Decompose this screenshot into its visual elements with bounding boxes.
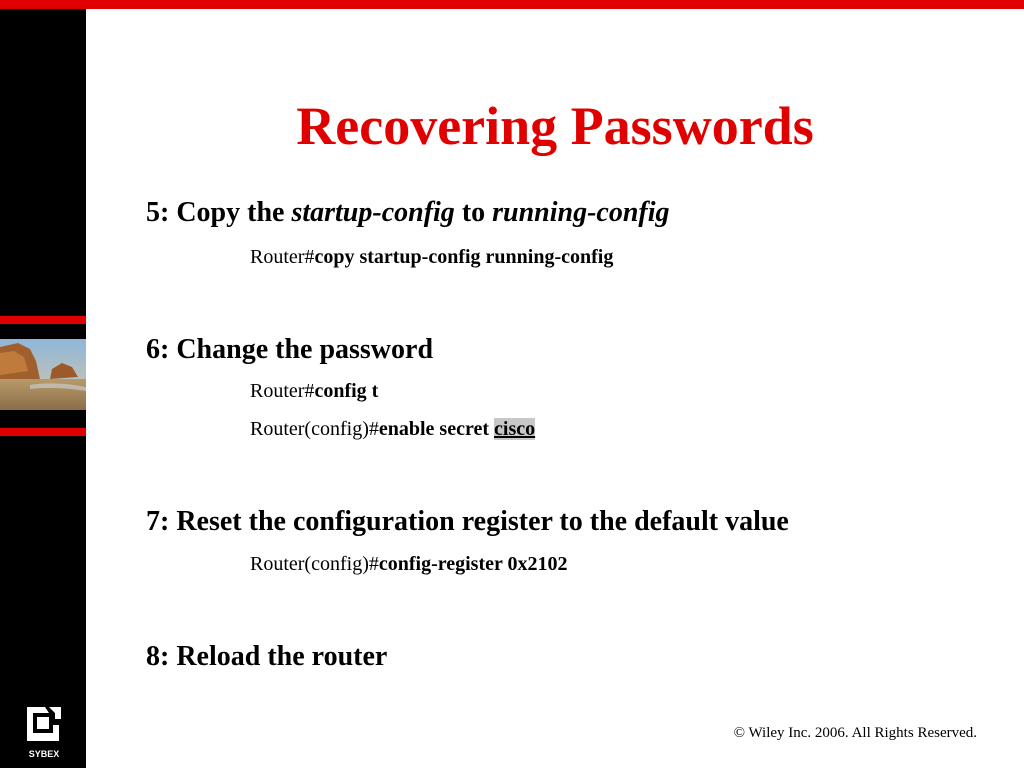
logo-text: SYBEX <box>28 749 60 759</box>
sidebar-stripe-top <box>0 316 86 324</box>
step-5-prefix: 5: Copy the <box>146 197 292 228</box>
slide-title: Recovering Passwords <box>296 96 814 156</box>
command-text: config t <box>314 380 379 402</box>
command-text: enable secret <box>378 418 495 440</box>
command-text: config-register 0x2102 <box>378 553 568 575</box>
step-8-heading: 8: Reload the router <box>146 641 388 672</box>
command-prompt: Router(config)# <box>250 553 379 575</box>
top-accent-bar <box>0 0 1024 9</box>
copyright-footer: © Wiley Inc. 2006. All Rights Reserved. <box>733 725 977 741</box>
step-5-heading <box>146 196 670 230</box>
command-prompt: Router# <box>250 246 315 268</box>
command-prompt: Router(config)# <box>250 418 379 440</box>
step-7-command <box>250 551 568 577</box>
beach-photo <box>0 339 86 410</box>
step-5-mid: to <box>454 197 493 228</box>
step-5-source: startup-config <box>291 197 455 228</box>
step-5-target: running-config <box>492 197 670 228</box>
step-6-command-1 <box>250 378 378 404</box>
step-5-command <box>250 244 613 270</box>
step-6-command-2 <box>250 416 535 442</box>
sidebar <box>0 9 86 768</box>
sybex-cube-icon <box>19 703 69 747</box>
command-text: copy startup-config running-config <box>314 246 614 268</box>
sybex-logo <box>19 703 69 763</box>
command-prompt: Router# <box>250 380 315 402</box>
step-7-heading: 7: Reset the configuration register to the default value <box>146 506 789 537</box>
sidebar-stripe-bottom <box>0 428 86 436</box>
step-6-heading: 6: Change the password <box>146 334 434 365</box>
password-highlight: cisco <box>494 418 536 440</box>
